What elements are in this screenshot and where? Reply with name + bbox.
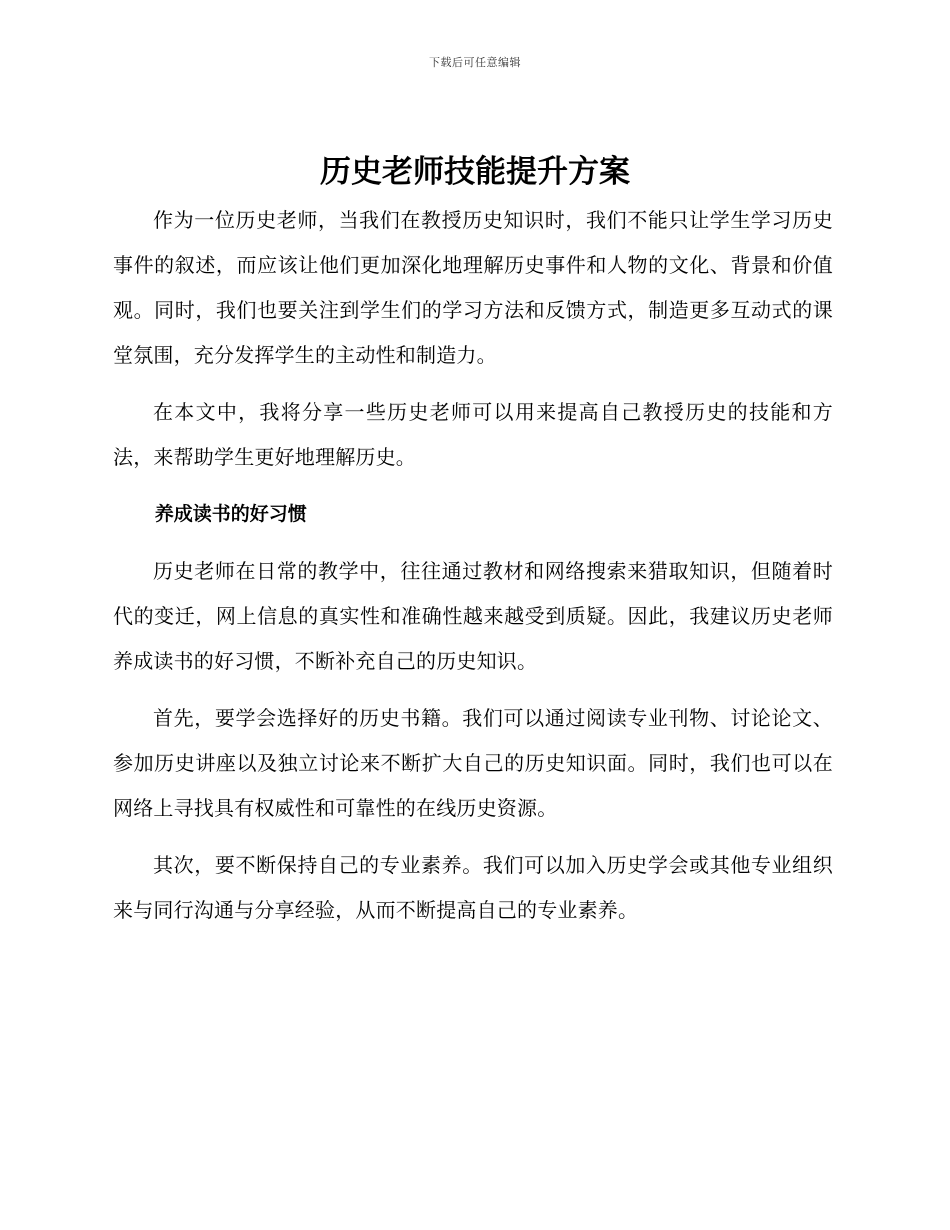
intro-paragraph-1: 作为一位历史老师，当我们在教授历史知识时，我们不能只让学生学习历史事件的叙述，而应该让他们更加深化地理解历史事件和人物的文化、背景和价值观。同时，我们也要关注到学生们的学习方法和反馈方式，制造更多互动式的课堂氛围，充分发挥学生的主动性和制造力。	[113, 208, 833, 367]
section-paragraph-2: 首先，要学会选择好的历史书籍。我们可以通过阅读专业刊物、讨论论文、参加历史讲座以及独立讨论来不断扩大自己的历史知识面。同时，我们也可以在网络上寻找具有权威性和可靠性的在线历史资源。	[113, 706, 833, 820]
document-body	[113, 198, 833, 945]
section-paragraph-1: 历史老师在日常的教学中，往往通过教材和网络搜索来猎取知识，但随着时代的变迁，网上信息的真实性和准确性越来越受到质疑。因此，我建议历史老师养成读书的好习惯，不断补充自己的历史知识。	[113, 559, 833, 673]
intro-paragraph-2: 在本文中，我将分享一些历史老师可以用来提高自己教授历史的技能和方法，来帮助学生更好地理解历史。	[113, 400, 833, 469]
page-header-note: 下载后可任意编辑	[429, 56, 521, 69]
section-heading: 养成读书的好习惯	[154, 503, 307, 525]
document-title: 历史老师技能提升方案	[320, 154, 630, 190]
section-paragraph-3: 其次，要不断保持自己的专业素养。我们可以加入历史学会或其他专业组织来与同行沟通与分享经验，从而不断提高自己的专业素养。	[113, 853, 833, 922]
